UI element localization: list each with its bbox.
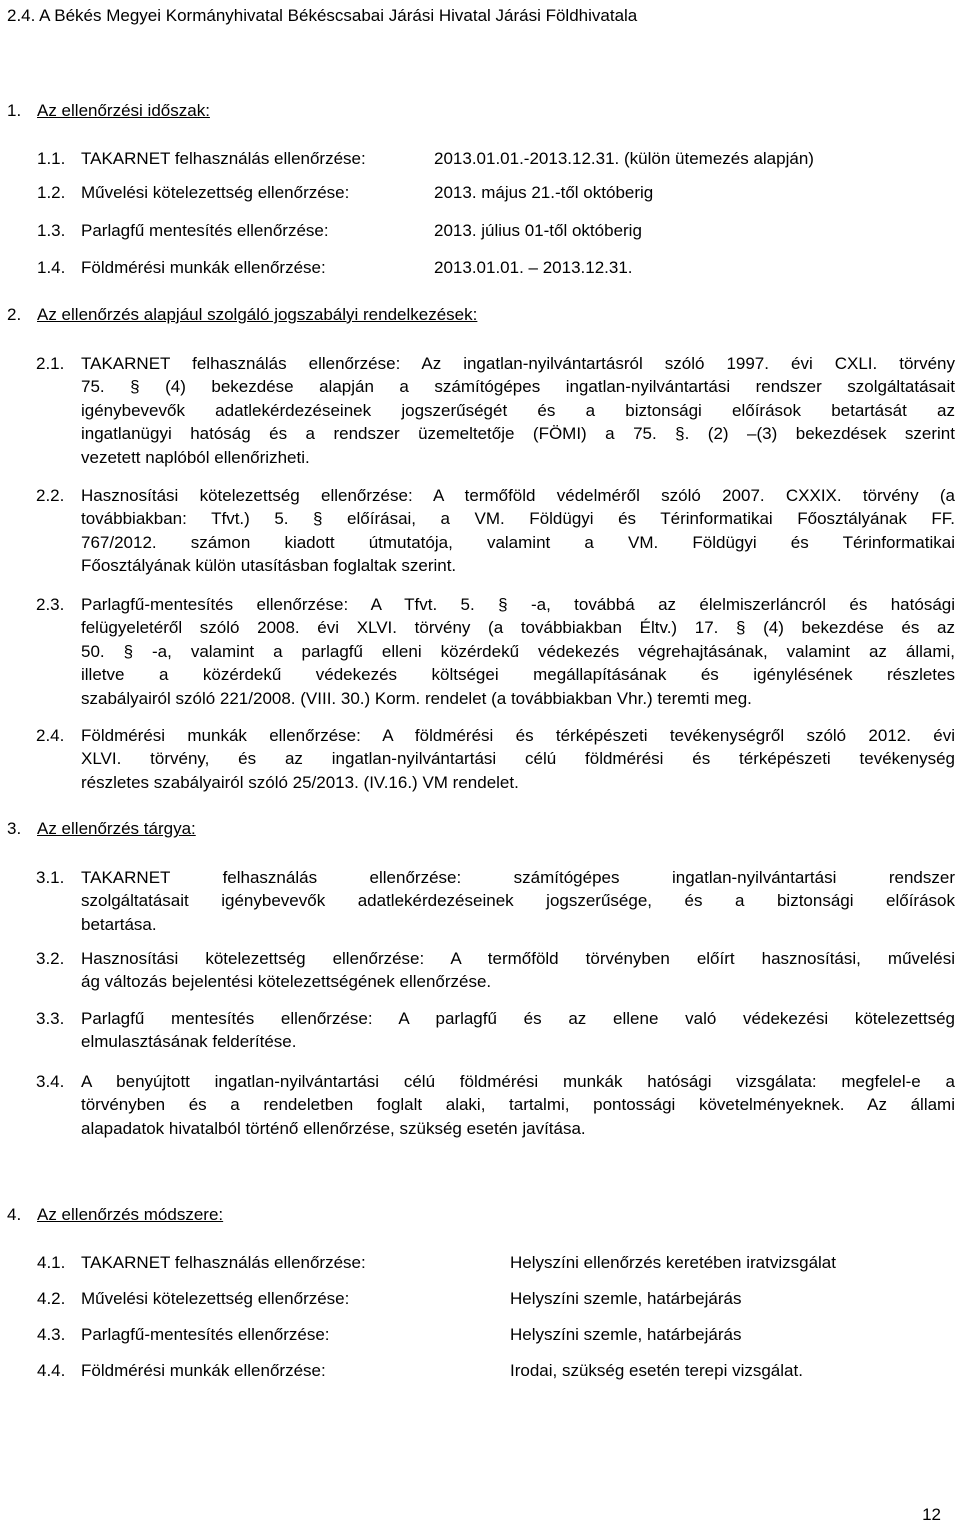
legal-provision-2-1	[36, 352, 955, 469]
section-2-number: 2.	[7, 305, 22, 324]
method-item-number: 4.4.	[37, 1361, 66, 1380]
text-line: A benyújtott ingatlan-nyilvántartási célú földmérési munkák hatósági vizsgálata: megfelel-e a	[81, 1072, 955, 1091]
text-line: ingatlanügyi hatóság és a rendszer üzemeltetője (FÖMI) a 75. §. (2) –(3) bekezdések szerint	[81, 424, 955, 444]
text-line: elmulasztásának felderítése.	[81, 1032, 297, 1052]
text-line: szolgáltatásait igénybevevők adatlekérdezéseinek jogszerűsége, és a biztonsági előírások	[81, 891, 955, 911]
text-line: szabályairól szóló 221/2008. (VIII. 30.) Korm. rendelet (a továbbiakban Vhr.) teremti meg.	[81, 688, 752, 708]
section-4-title: Az ellenőrzés módszere:	[37, 1205, 224, 1224]
text-line: 50. § -a, valamint a parlagfű elleni közérdekű védekezés végrehajtásának, valamint az állami,	[81, 641, 955, 661]
section-1-title: Az ellenőrzési időszak:	[37, 101, 210, 120]
method-item-label: Parlagfű-mentesítés ellenőrzése:	[81, 1325, 330, 1344]
text-line: TAKARNET felhasználás ellenőrzése: Az ingatlan-nyilvántartásról szóló 1997. évi CXLI. törvény	[81, 354, 955, 373]
text-line: alapadatok hivatalból történő ellenőrzése, szükség esetén javítása.	[81, 1118, 586, 1138]
provision-number: 2.4.	[36, 726, 65, 745]
method-item-value: Irodai, szükség esetén terepi vizsgálat.	[510, 1361, 803, 1380]
subject-number: 3.4.	[36, 1072, 65, 1091]
method-item-label: Földmérési munkák ellenőrzése:	[81, 1361, 326, 1380]
text-line: 767/2012. számon kiadott útmutatója, valamint a VM. Földügyi és Térinformatikai	[81, 532, 955, 552]
legal-provision-2-4	[36, 724, 955, 794]
method-item-number: 4.1.	[37, 1253, 66, 1272]
period-item-number: 1.4.	[37, 258, 66, 277]
period-item-value: 2013. július 01-től októberig	[434, 221, 642, 240]
section-3-title: Az ellenőrzés tárgya:	[37, 819, 196, 838]
section-4-number: 4.	[7, 1205, 22, 1224]
page-title: 2.4. A Békés Megyei Kormányhivatal Békéscsabai Járási Hivatal Járási Földhivatala	[7, 6, 638, 25]
text-line: illetve a közérdekű védekezés költségei megállapításának és igénylésének részletes	[81, 665, 955, 685]
text-line: továbbiakban: Tfvt.) 5. § előírásai, a VM. Földügyi és Térinformatikai Főosztályának FF.	[81, 509, 955, 529]
method-item-number: 4.3.	[37, 1325, 66, 1344]
method-item-label: TAKARNET felhasználás ellenőrzése:	[81, 1253, 366, 1272]
period-item-label: TAKARNET felhasználás ellenőrzése:	[81, 149, 366, 168]
text-line: Hasznosítási kötelezettség ellenőrzése: A termőföld védelméről szóló 2007. CXXIX. törvény (a	[81, 486, 955, 505]
text-line: törvényben és a rendeletben foglalt alaki, tartalmi, pontossági követelményeknek. Az állami	[81, 1095, 955, 1115]
period-item-label: Földmérési munkák ellenőrzése:	[81, 258, 326, 277]
text-line: betartása.	[81, 914, 157, 934]
provision-number: 2.2.	[36, 486, 65, 505]
period-item-value: 2013.01.01. – 2013.12.31.	[434, 258, 633, 277]
method-item-number: 4.2.	[37, 1289, 66, 1308]
subject-3-3	[36, 1007, 955, 1054]
subject-3-2	[36, 947, 955, 994]
text-line: XLVI. törvény, és az ingatlan-nyilvántartási célú földmérési és térképészeti tevékenység	[81, 749, 955, 769]
text-line: Főosztályának külön utasításban foglaltak szerint.	[81, 556, 457, 576]
page-number: 12	[922, 1505, 941, 1524]
section-2-title: Az ellenőrzés alapjául szolgáló jogszabályi rendelkezések:	[37, 305, 478, 324]
subject-3-4	[36, 1070, 955, 1140]
subject-number: 3.3.	[36, 1009, 65, 1028]
subject-number: 3.2.	[36, 949, 65, 968]
text-line: Parlagfű mentesítés ellenőrzése: A parlagfű és az ellene való védekezési kötelezettség	[81, 1009, 955, 1028]
method-item-value: Helyszíni szemle, határbejárás	[510, 1289, 742, 1308]
subject-3-1	[36, 866, 955, 936]
text-line: igénybevevők adatlekérdezéseinek jogszerűségét és a biztonsági előírások betartását az	[81, 400, 955, 420]
text-line: TAKARNET felhasználás ellenőrzése: számítógépes ingatlan-nyilvántartási rendszer	[81, 868, 955, 887]
period-item-label: Parlagfű mentesítés ellenőrzése:	[81, 221, 329, 240]
legal-provision-2-2	[36, 484, 955, 578]
period-item-number: 1.2.	[37, 183, 66, 202]
text-line: ág változás bejelentési kötelezettségének ellenőrzése.	[81, 972, 492, 992]
text-line: Hasznosítási kötelezettség ellenőrzése: A termőföld törvényben előírt hasznosítási, művelési	[81, 949, 955, 968]
period-item-value: 2013. május 21.-től októberig	[434, 183, 654, 202]
period-item-number: 1.1.	[37, 149, 66, 168]
method-item-value: Helyszíni szemle, határbejárás	[510, 1325, 742, 1344]
section-1-number: 1.	[7, 101, 22, 120]
period-item-number: 1.3.	[37, 221, 66, 240]
text-line: 75. § (4) bekezdése alapján a számítógépes ingatlan-nyilvántartási rendszer szolgáltatásait	[81, 377, 955, 397]
text-line: felügyeletéről szóló 2008. évi XLVI. törvény (a továbbiakban Éltv.) 17. § (4) bekezdése és az	[81, 618, 955, 638]
period-item-value: 2013.01.01.-2013.12.31. (külön ütemezés alapján)	[434, 149, 814, 168]
text-line: vezetett naplóból ellenőrizheti.	[81, 447, 310, 467]
text-line: Parlagfű-mentesítés ellenőrzése: A Tfvt. 5. § -a, továbbá az élelmiszerláncról és hatósági	[81, 595, 955, 614]
method-item-label: Művelési kötelezettség ellenőrzése:	[81, 1289, 350, 1308]
provision-number: 2.3.	[36, 595, 65, 614]
section-3-number: 3.	[7, 819, 22, 838]
method-item-value: Helyszíni ellenőrzés keretében iratvizsgálat	[510, 1253, 836, 1272]
subject-number: 3.1.	[36, 868, 65, 887]
period-item-label: Művelési kötelezettség ellenőrzése:	[81, 183, 350, 202]
text-line: Földmérési munkák ellenőrzése: A földmérési és térképészeti tevékenységről szóló 2012. évi	[81, 726, 955, 745]
provision-number: 2.1.	[36, 354, 65, 373]
text-line: részletes szabályairól szóló 25/2013. (IV.16.) VM rendelet.	[81, 772, 519, 792]
legal-provision-2-3	[36, 593, 955, 710]
